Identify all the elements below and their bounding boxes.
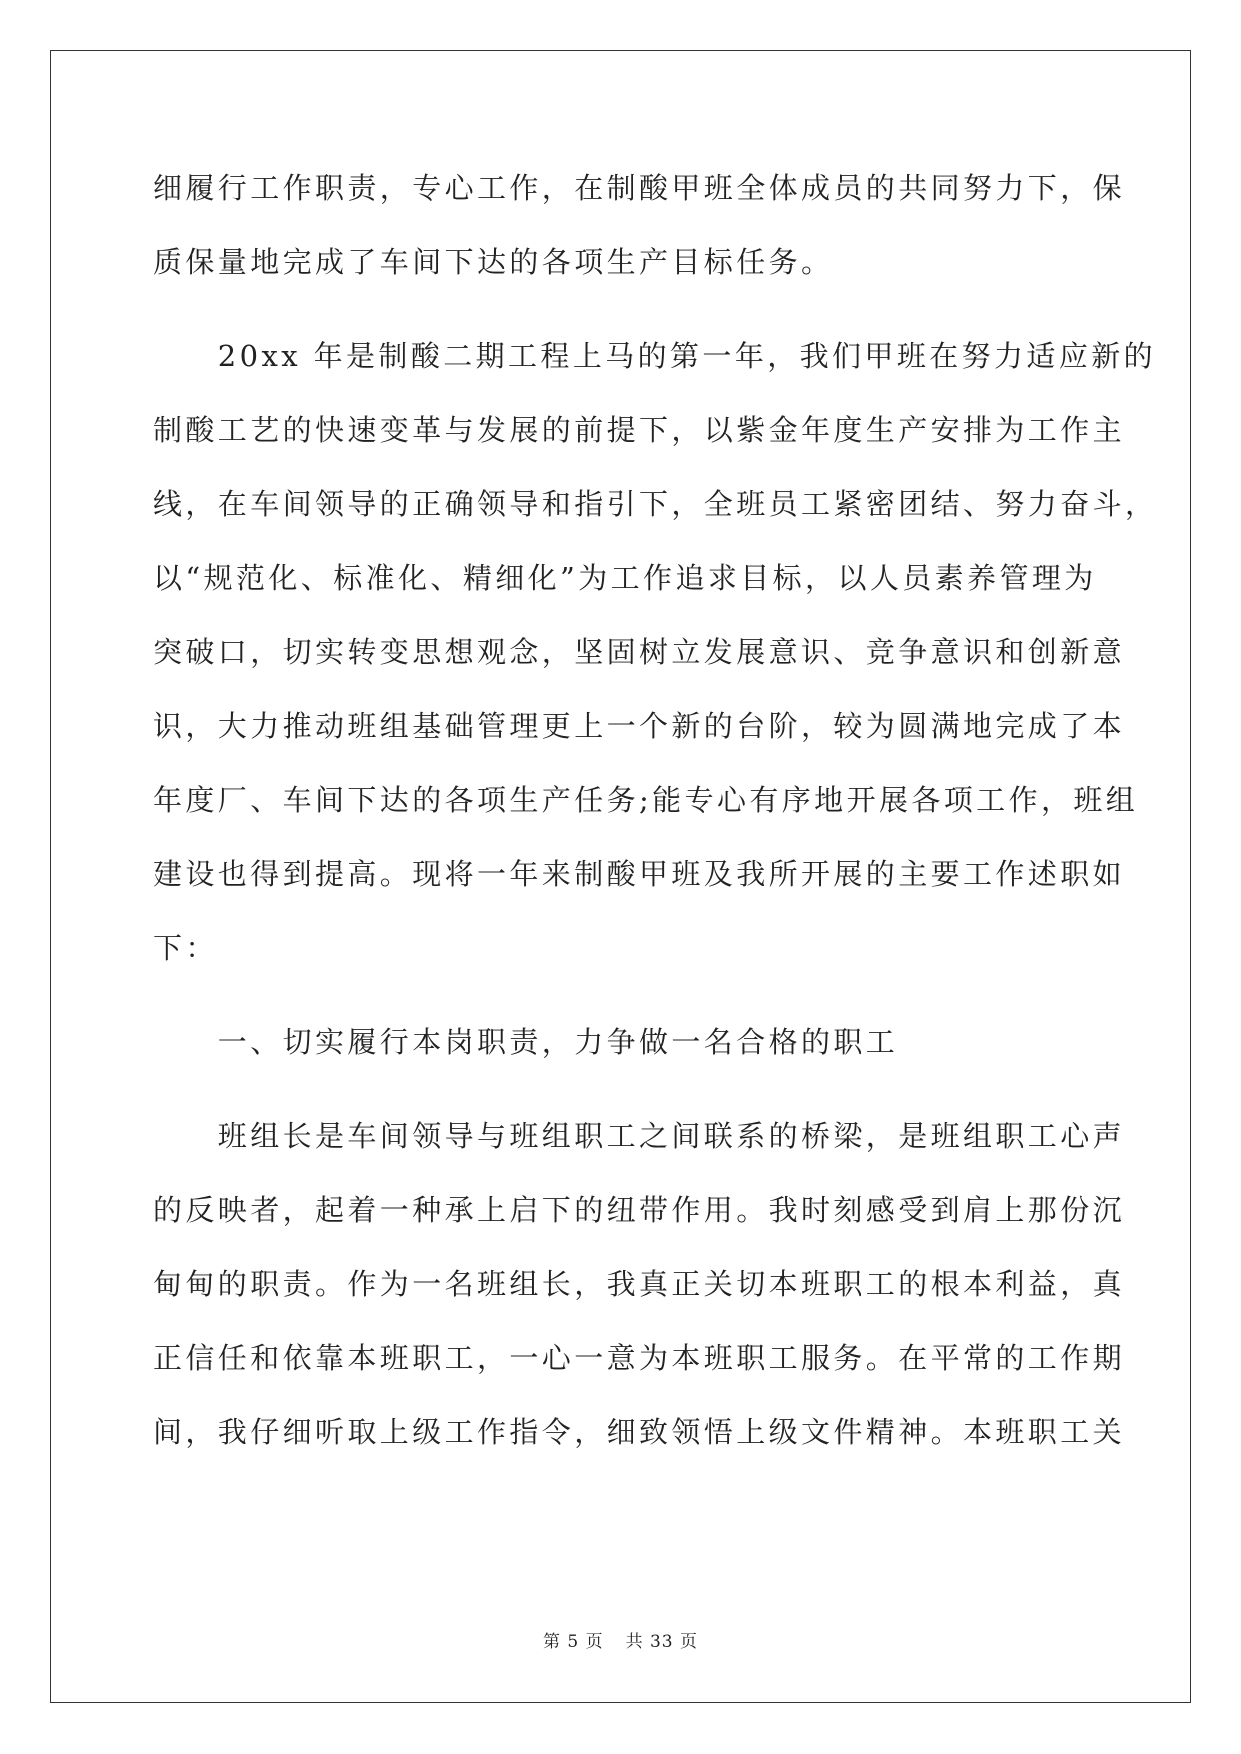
body-line: 质保量地完成了车间下达的各项生产目标任务。 <box>153 245 834 279</box>
body-line: 突破口，切实转变思想观念，坚固树立发展意识、竞争意识和创新意 <box>153 635 1126 669</box>
body-line: 建设也得到提高。现将一年来制酸甲班及我所开展的主要工作述职如 <box>153 857 1126 891</box>
body-line: 制酸工艺的快速变革与发展的前提下，以紫金年度生产安排为工作主 <box>153 413 1126 447</box>
page-footer <box>0 1627 1241 1652</box>
body-line: 20xx 年是制酸二期工程上马的第一年，我们甲班在努力适应新的 <box>153 339 1157 373</box>
body-line: 线，在车间领导的正确领导和指引下，全班员工紧密团结、努力奋斗， <box>153 487 1158 521</box>
body-line: 正信任和依靠本班职工，一心一意为本班职工服务。在平常的工作期 <box>153 1341 1126 1375</box>
body-line: 甸甸的职责。作为一名班组长，我真正关切本班职工的根本利益，真 <box>153 1267 1126 1301</box>
page-number: 第 5 页 <box>542 1632 604 1652</box>
body-line: 年度厂、车间下达的各项生产任务;能专心有序地开展各项工作，班组 <box>153 783 1139 817</box>
body-line: 识，大力推动班组基础管理更上一个新的台阶，较为圆满地完成了本 <box>153 709 1126 743</box>
body-line: 间，我仔细听取上级工作指令，细致领悟上级文件精神。本班职工关 <box>153 1415 1126 1449</box>
body-line: 细履行工作职责，专心工作，在制酸甲班全体成员的共同努力下，保 <box>153 171 1126 205</box>
body-line: 的反映者，起着一种承上启下的纽带作用。我时刻感受到肩上那份沉 <box>153 1193 1126 1227</box>
body-line: 以“规范化、标准化、精细化”为工作追求目标，以人员素养管理为 <box>153 561 1097 595</box>
body-line: 班组长是车间领导与班组职工之间联系的桥梁，是班组职工心声 <box>153 1119 1126 1153</box>
page-total: 共 33 页 <box>625 1632 699 1652</box>
section-heading: 一、切实履行本岗职责，力争做一名合格的职工 <box>153 1025 899 1059</box>
body-line: 下： <box>153 931 218 965</box>
